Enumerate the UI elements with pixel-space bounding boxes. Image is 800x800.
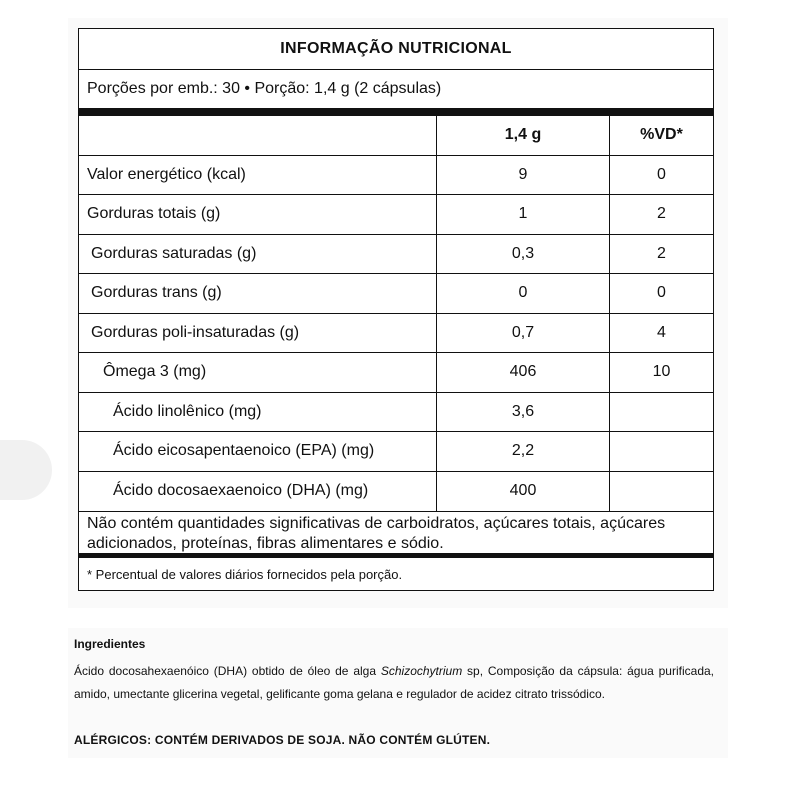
nutrient-label: Ácido eicosapentaenoico (EPA) (mg) <box>79 432 437 471</box>
nutrient-amount: 2,2 <box>437 432 610 471</box>
nutrient-label: Gorduras totais (g) <box>79 195 437 234</box>
nutrient-dv <box>610 393 713 432</box>
table-row <box>79 235 713 275</box>
ingredients-species: Schizochytrium <box>380 664 463 678</box>
nutrient-dv <box>610 472 713 512</box>
nutrient-dv: 0 <box>657 284 666 302</box>
nutrition-table <box>78 28 714 591</box>
divider-thick <box>79 108 713 116</box>
header-blank <box>79 116 437 155</box>
nutrient-label: Valor energético (kcal) <box>79 156 437 195</box>
nutrient-dv <box>610 432 713 471</box>
nutrient-label: Gorduras trans (g) <box>79 274 437 313</box>
header-dv: %VD* <box>640 126 683 144</box>
nutrient-grid <box>79 116 713 511</box>
header-amount: 1,4 g <box>437 116 610 155</box>
footnote: * Percentual de valores diários fornecidos pela porção. <box>87 566 403 582</box>
nutrient-amount: 0,7 <box>437 314 610 353</box>
nutrient-label: Ácido docosaexaenoico (DHA) (mg) <box>79 472 437 512</box>
table-row <box>79 432 713 472</box>
table-note: Não contém quantidades significativas de carboidratos, açúcares totais, açúcares adicionados, proteínas, fibras alimentares e sódio. <box>79 511 713 555</box>
allergens-warning: ALÉRGICOS: CONTÉM DERIVADOS DE SOJA. NÃO CONTÉM GLÚTEN. <box>74 733 491 747</box>
nutrient-amount: 0 <box>437 274 610 313</box>
table-row <box>79 274 713 314</box>
nutrient-dv: 2 <box>657 244 666 262</box>
portion-info: Porções por emb.: 30 • Porção: 1,4 g (2 cápsulas) <box>87 80 442 97</box>
nutrient-amount: 406 <box>437 353 610 392</box>
background-shape <box>0 440 52 500</box>
nutrient-amount: 9 <box>437 156 610 195</box>
table-row <box>79 195 713 235</box>
table-row <box>79 472 713 512</box>
table-title: INFORMAÇÃO NUTRICIONAL <box>79 29 713 70</box>
nutrient-amount: 0,3 <box>437 235 610 274</box>
table-row <box>79 314 713 354</box>
table-row <box>79 393 713 433</box>
nutrient-amount: 1 <box>437 195 610 234</box>
nutrient-amount: 3,6 <box>437 393 610 432</box>
nutrient-amount: 400 <box>437 472 610 512</box>
table-row <box>79 353 713 393</box>
nutrient-label: Ômega 3 (mg) <box>79 353 437 392</box>
table-row <box>79 156 713 196</box>
nutrient-dv: 4 <box>657 323 666 341</box>
ingredients-text-part: sp, Composição da cápsula: água purificada, amido, umectante glicerina vegetal, gelificante goma gelana e regulador de acidez citrato trissódico. <box>74 664 714 701</box>
ingredients-text <box>74 660 714 706</box>
ingredients-text-part: Ácido docosahexaenóico (DHA) obtido de óleo de alga <box>74 664 381 678</box>
nutrient-label: Gorduras saturadas (g) <box>79 235 437 274</box>
ingredients-title: Ingredientes <box>74 637 146 651</box>
nutrient-label: Ácido linolênico (mg) <box>79 393 437 432</box>
nutrient-dv: 2 <box>657 205 666 223</box>
header-row <box>79 116 713 156</box>
nutrient-label: Gorduras poli-insaturadas (g) <box>79 314 437 353</box>
nutrient-dv: 0 <box>657 165 666 183</box>
nutrient-dv: 10 <box>652 363 671 381</box>
